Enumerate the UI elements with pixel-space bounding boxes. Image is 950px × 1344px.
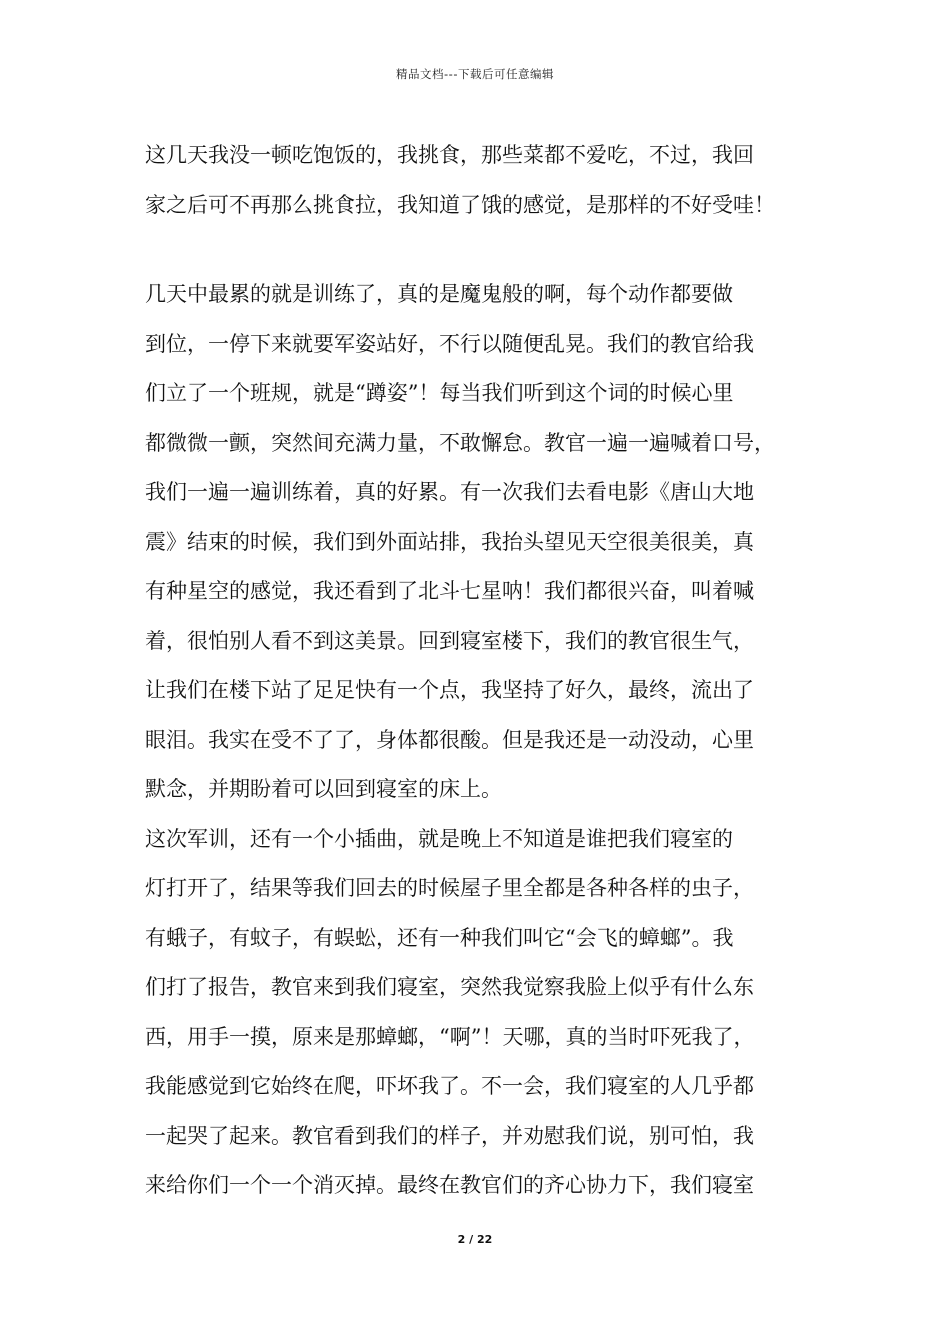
text-line: 几天中最累的就是训练了，真的是魔鬼般的啊，每个动作都要做 bbox=[145, 282, 733, 306]
text-line: 西，用手一摸，原来是那蟑螂，“啊”！天哪，真的当时吓死我了， bbox=[145, 1024, 755, 1049]
text-line: 默念，并期盼着可以回到寝室的床上。 bbox=[145, 777, 502, 801]
page-number: 2 / 22 bbox=[457, 1233, 493, 1246]
text-line: 有蛾子，有蚊子，有蜈蚣，还有一种我们叫它“会飞的蟑螂”。我 bbox=[145, 925, 734, 950]
text-line: 让我们在楼下站了足足快有一个点，我坚持了好久，最终，流出了 bbox=[145, 678, 754, 702]
text-line: 我能感觉到它始终在爬，吓坏我了。不一会，我们寝室的人几乎都 bbox=[145, 1074, 754, 1098]
text-line: 震》结束的时候，我们到外面站排，我抬头望见天空很美很美，真 bbox=[145, 529, 754, 554]
page-header: 精品文档---下载后可任意编辑 bbox=[396, 67, 554, 81]
text-line: 都微微一颤，突然间充满力量，不敢懈怠。教官一遍一遍喊着口号， bbox=[145, 430, 775, 455]
text-line: 我们一遍一遍训练着，真的好累。有一次我们去看电影《唐山大地 bbox=[145, 480, 754, 504]
text-line: 这几天我没一顿吃饱饭的，我挑食，那些菜都不爱吃，不过，我回 bbox=[145, 143, 754, 167]
text-line: 眼泪。我实在受不了了，身体都很酸。但是我还是一动没动，心里 bbox=[145, 727, 754, 752]
text-line: 们打了报告，教官来到我们寝室，突然我觉察我脸上似乎有什么东 bbox=[145, 975, 754, 999]
text-line: 到位，一停下来就要军姿站好，不行以随便乱晃。我们的教官给我 bbox=[145, 331, 754, 356]
text-line: 灯打开了，结果等我们回去的时候屋子里全都是各种各样的虫子， bbox=[145, 876, 754, 900]
text-line: 这次军训，还有一个小插曲，就是晚上不知道是谁把我们寝室的 bbox=[145, 826, 733, 851]
text-line: 有种星空的感觉，我还看到了北斗七星呐！我们都很兴奋，叫着喊 bbox=[145, 579, 754, 603]
text-line: 来给你们一个一个消灭掉。最终在教官们的齐心协力下，我们寝室 bbox=[145, 1173, 754, 1197]
text-line: 家之后可不再那么挑食拉，我知道了饿的感觉，是那样的不好受哇！ bbox=[145, 192, 775, 217]
document-body bbox=[145, 131, 810, 1211]
text-line: 们立了一个班规，就是“蹲姿”！每当我们听到这个词的时候心里 bbox=[145, 381, 734, 405]
text-line: 一起哭了起来。教官看到我们的样子，并劝慰我们说，别可怕，我 bbox=[145, 1123, 754, 1148]
text-line: 着，很怕别人看不到这美景。回到寝室楼下，我们的教官很生气， bbox=[145, 628, 754, 653]
